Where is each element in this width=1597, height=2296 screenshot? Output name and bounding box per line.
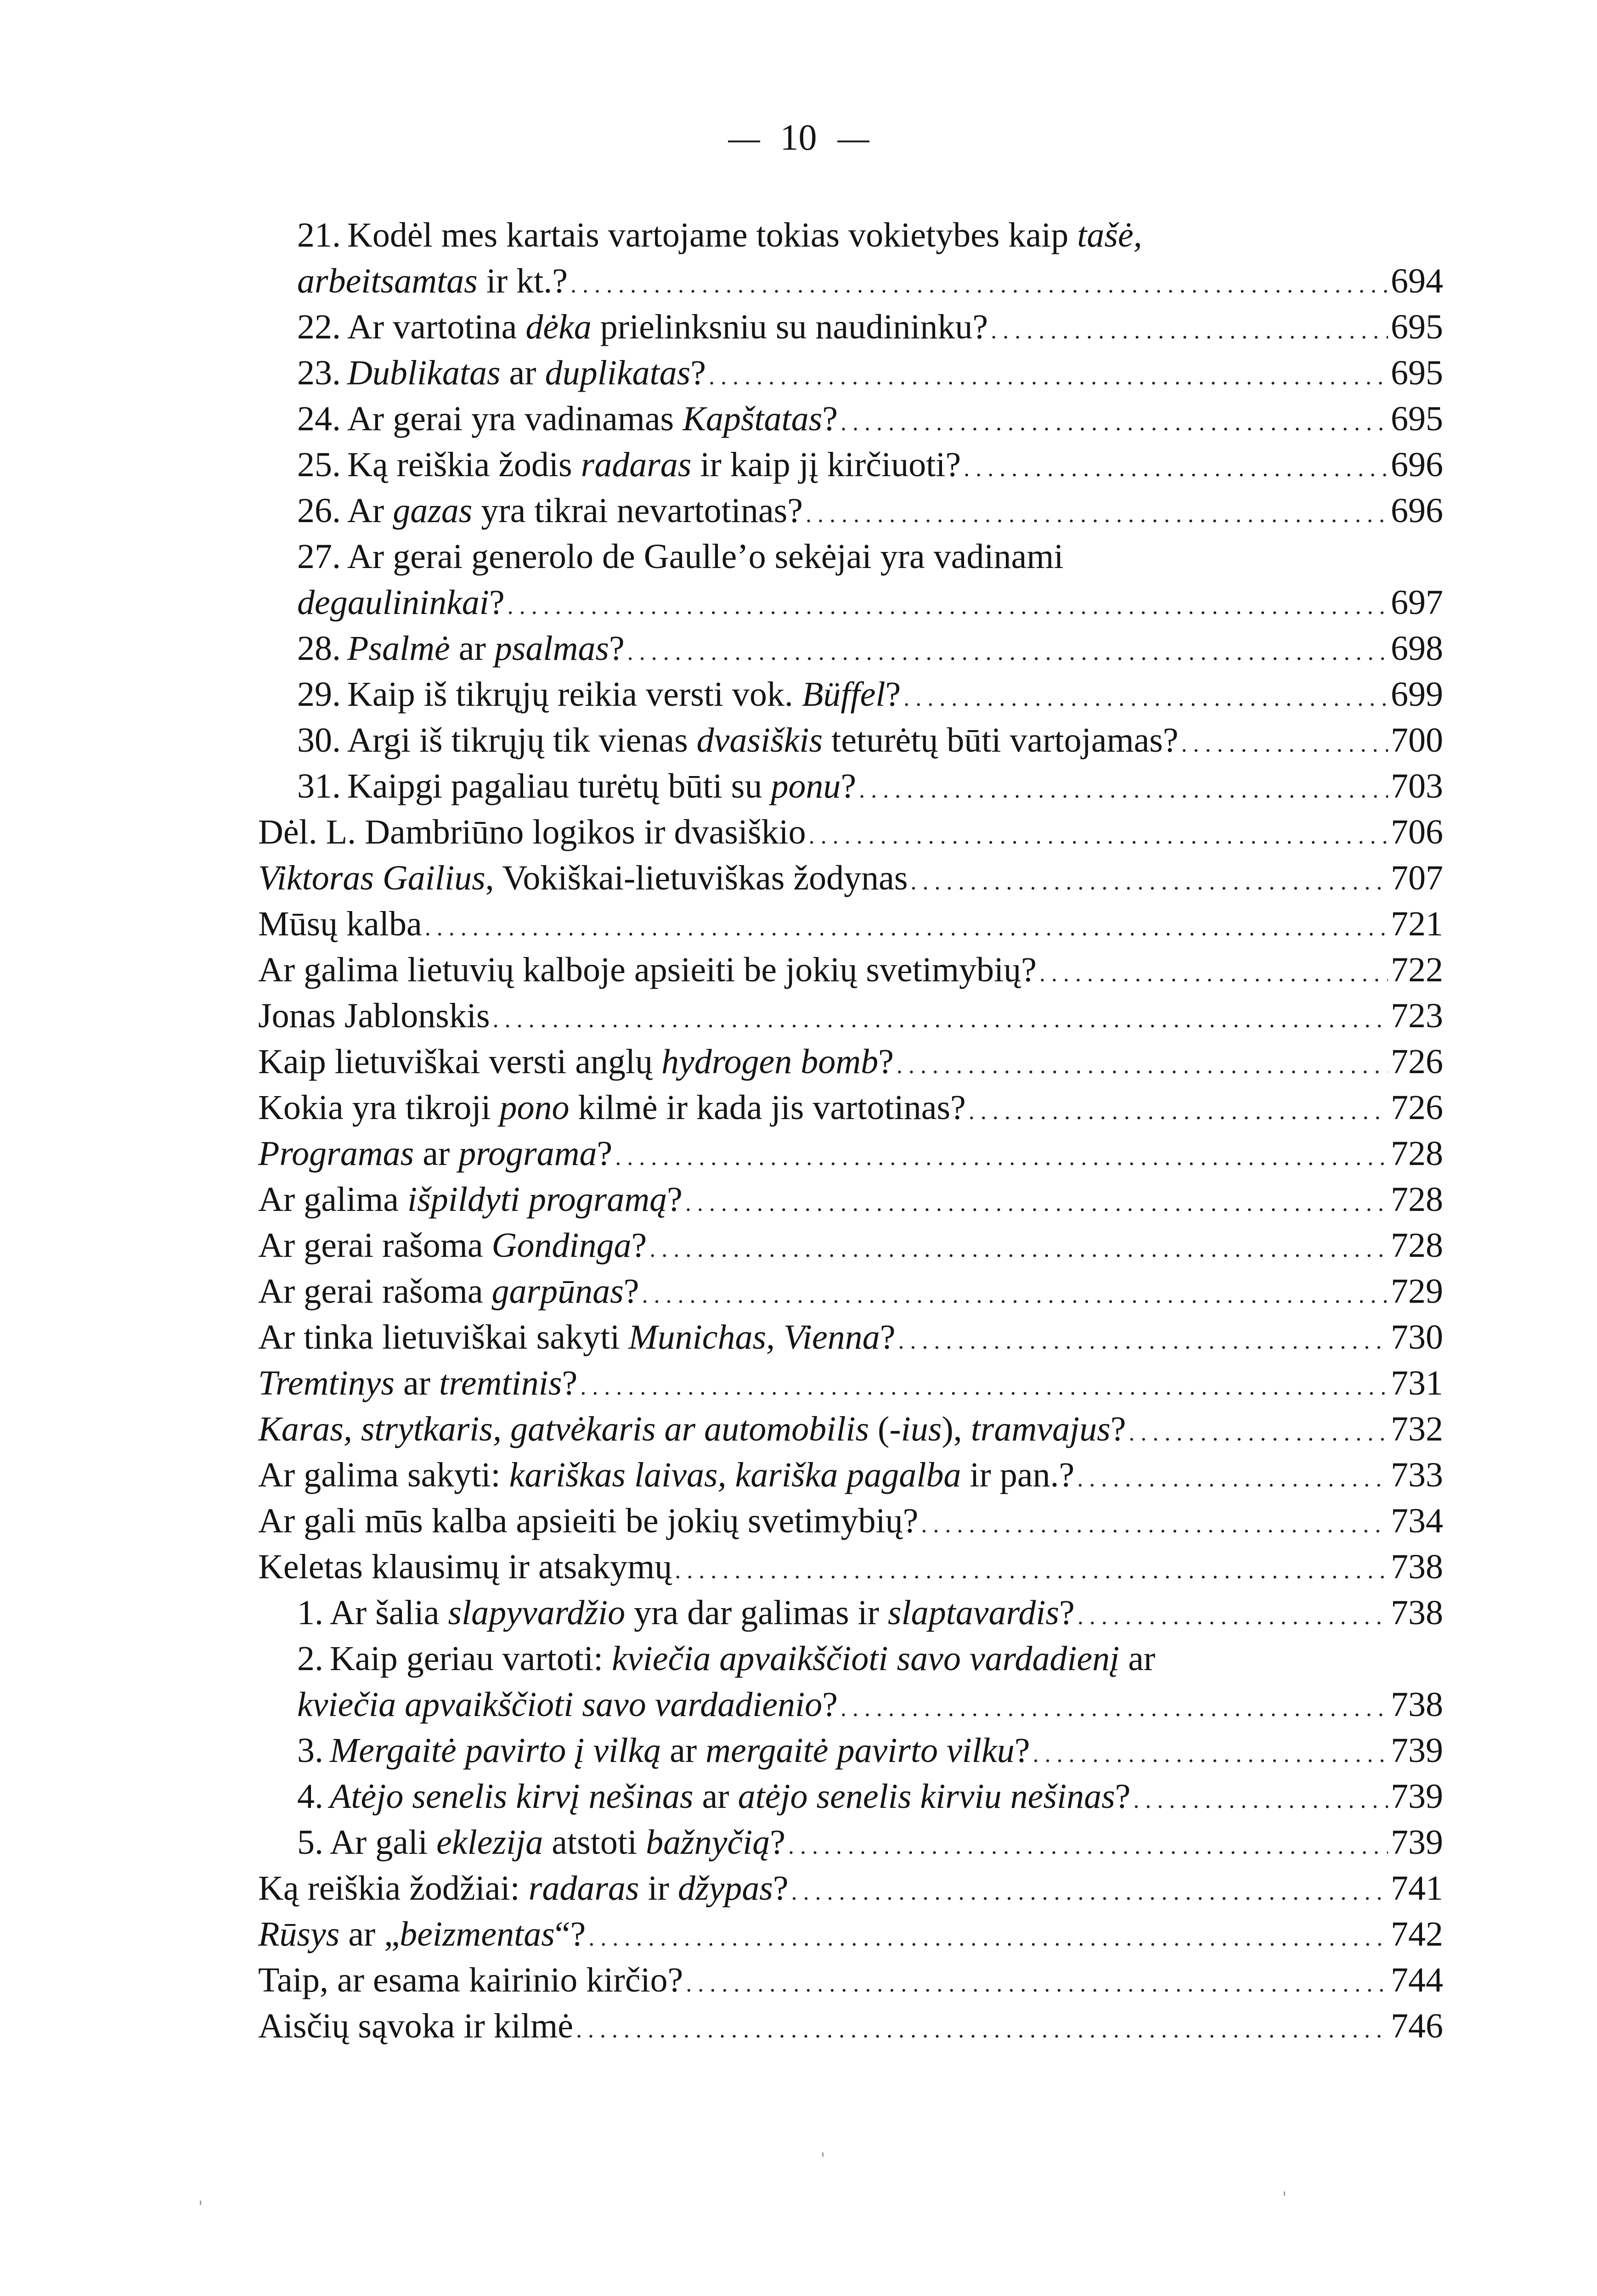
toc-entry <box>258 947 1443 993</box>
toc-entry-title <box>297 1636 1155 1682</box>
toc-entry <box>258 1590 1443 1636</box>
toc-entry-page-number: 729 <box>1391 1272 1443 1311</box>
toc-entry <box>258 1957 1443 2003</box>
toc-entry-number: 23. <box>297 354 341 392</box>
toc-entry-text: Ar šalia <box>330 1593 448 1632</box>
toc-entry-italic-term: Viktoras Gailius <box>258 859 485 897</box>
dot-leader <box>1129 1410 1388 1452</box>
toc-entry-text: yra tikrai nevartotinas? <box>472 491 803 530</box>
header-dash-left <box>728 141 760 142</box>
toc-entry-text: ? <box>667 1180 683 1219</box>
page-number: 10 <box>780 118 817 158</box>
toc-entry <box>258 304 1443 350</box>
dot-leader <box>969 1089 1388 1131</box>
dot-leader <box>910 859 1388 901</box>
dot-leader <box>1033 1732 1388 1773</box>
toc-entry-italic-term: radaras <box>581 445 692 484</box>
scan-speck <box>1284 2191 1285 2196</box>
toc-entry-text: “? <box>554 1915 586 1953</box>
toc-entry-italic-term: degaulininkai <box>297 583 489 622</box>
toc-entry-page-number: 697 <box>1391 583 1443 622</box>
toc-entry-page-number: 730 <box>1391 1318 1443 1356</box>
toc-entry <box>258 442 1443 488</box>
toc-entry <box>258 1222 1443 1268</box>
dot-leader <box>615 1135 1388 1176</box>
toc-entry <box>258 1176 1443 1222</box>
toc-entry-number: 5. <box>297 1823 323 1862</box>
toc-entry-text: Taip, ar esama kairinio kirčio? <box>258 1961 683 1999</box>
toc-entry-italic-term: garpūnas <box>491 1272 624 1311</box>
toc-entry-number: 1. <box>297 1593 323 1632</box>
dot-leader <box>964 446 1388 488</box>
toc-entry-text: ? <box>878 1042 894 1081</box>
toc-entry-title <box>297 1773 1130 1819</box>
toc-entry <box>258 212 1443 258</box>
toc-entry-page-number: 741 <box>1391 1869 1443 1908</box>
toc-entry-title <box>258 2003 573 2049</box>
toc-entry-text: Kaip iš tikrųjų reikia versti vok. <box>347 675 802 714</box>
toc-entry <box>258 1268 1443 1314</box>
toc-entry-number: 27. <box>297 537 341 576</box>
toc-entry-text: ? <box>1014 1731 1030 1770</box>
toc-entry-italic-term: išpildyti programą <box>407 1180 667 1219</box>
toc-entry-title <box>297 763 856 809</box>
toc-entry-text: ? <box>822 400 838 438</box>
toc-entry-title <box>258 1085 966 1131</box>
dot-leader <box>921 1502 1388 1544</box>
toc-entry-title <box>297 1682 838 1728</box>
toc-entry-italic-term: Mergaitė pavirto į vilką <box>330 1731 661 1770</box>
dot-leader <box>425 905 1388 947</box>
dot-leader <box>649 1227 1388 1268</box>
toc-entry-text: ir pan.? <box>961 1456 1075 1494</box>
toc-entry <box>258 625 1443 671</box>
toc-entry-page-number: 722 <box>1391 951 1443 989</box>
table-of-contents <box>258 212 1443 2049</box>
toc-entry-title <box>297 488 803 534</box>
toc-entry <box>258 1406 1443 1452</box>
toc-entry-title <box>258 1222 647 1268</box>
toc-entry-page-number: 694 <box>1391 262 1443 300</box>
toc-entry-number: 25. <box>297 445 341 484</box>
toc-entry-text: ? <box>609 629 625 668</box>
toc-entry-page-number: 739 <box>1391 1731 1443 1770</box>
dot-leader <box>991 308 1388 350</box>
toc-entry-text: Jonas Jablonskis <box>258 996 490 1035</box>
toc-entry-title <box>258 1268 639 1314</box>
toc-entry <box>258 1039 1443 1085</box>
toc-entry-number: 28. <box>297 629 341 668</box>
toc-entry-italic-term: Munichas, Vienna <box>628 1318 880 1356</box>
toc-entry-italic-term: Gondinga <box>491 1226 632 1265</box>
toc-entry-italic-term: tremtinis <box>439 1364 562 1402</box>
toc-entry-page-number: 703 <box>1391 767 1443 805</box>
toc-entry-title <box>258 1131 612 1176</box>
toc-entry-title <box>258 1544 672 1590</box>
toc-entry-text: Argi iš tikrųjų tik vienas <box>347 721 697 760</box>
toc-entry-text: Ką reiškia žodis <box>347 445 581 484</box>
toc-entry <box>258 809 1443 855</box>
toc-entry-italic-term: radaras <box>528 1869 639 1908</box>
toc-entry-text: Ar galima lietuvių kalboje apsieiti be jokių svetimybių? <box>258 951 1037 989</box>
toc-entry-text: Ar galima sakyti: <box>258 1456 509 1494</box>
toc-entry <box>258 1360 1443 1406</box>
toc-entry-text: Ar tinka lietuviškai sakyti <box>258 1318 629 1356</box>
toc-entry-text: ? <box>489 583 505 622</box>
toc-entry-number: 30. <box>297 721 341 760</box>
toc-entry-text: ? <box>690 354 706 392</box>
toc-entry-italic-term: eklezija <box>436 1823 543 1862</box>
toc-entry-italic-term: slaptavardis <box>887 1593 1059 1632</box>
toc-entry-text: Dėl. L. Dambriūno logikos ir dvasiškio <box>258 813 806 851</box>
toc-entry-title <box>258 1314 895 1360</box>
toc-entry-text: atstoti <box>543 1823 646 1862</box>
toc-entry-italic-term: Tremtinys <box>258 1364 395 1402</box>
toc-entry-title <box>297 1819 785 1865</box>
toc-entry-italic-term: Atėjo senelis kirvį nešinas <box>330 1777 694 1816</box>
toc-entry-page-number: 728 <box>1391 1180 1443 1219</box>
toc-entry-page-number: 739 <box>1391 1823 1443 1862</box>
toc-entry <box>258 671 1443 717</box>
toc-entry-text: Aisčių sąvoka ir kilmė <box>258 2007 573 2045</box>
toc-entry-title <box>258 1452 1074 1498</box>
toc-entry-title <box>297 534 1063 580</box>
toc-entry-title <box>297 350 706 396</box>
dot-leader <box>580 1364 1388 1406</box>
dot-leader <box>898 1318 1388 1360</box>
toc-entry-text: Kokia yra tikroji <box>258 1088 500 1127</box>
toc-entry <box>258 1544 1443 1590</box>
toc-entry-page-number: 738 <box>1391 1593 1443 1632</box>
toc-entry-italic-term: Büffel <box>801 675 886 714</box>
toc-entry-italic-term: kariškas laivas, kariška pagalba <box>509 1456 961 1494</box>
toc-entry-number: 26. <box>297 491 341 530</box>
toc-entry-page-number: 695 <box>1391 400 1443 438</box>
dot-leader <box>675 1548 1388 1590</box>
dot-leader <box>508 584 1388 625</box>
dot-leader <box>859 767 1388 809</box>
toc-entry-title <box>297 580 505 625</box>
dot-leader <box>1133 1778 1388 1819</box>
toc-entry-text: Ką reiškia žodžiai: <box>258 1869 529 1908</box>
toc-entry-italic-term: slapyvardžio <box>448 1593 626 1632</box>
toc-entry-number: 4. <box>297 1777 323 1816</box>
toc-entry <box>258 258 1443 304</box>
toc-entry-italic-term: ius <box>901 1410 942 1448</box>
toc-entry-italic-term: dvasiškis <box>696 721 823 760</box>
dot-leader <box>1077 1456 1388 1498</box>
toc-entry-title <box>258 1039 894 1085</box>
toc-entry-text: Kaip lietuviškai versti anglų <box>258 1042 662 1081</box>
toc-entry-title <box>258 855 908 901</box>
toc-entry-italic-term: ponu <box>771 767 841 805</box>
toc-entry-page-number: 698 <box>1391 629 1443 668</box>
toc-entry <box>258 1911 1443 1957</box>
toc-entry-title <box>297 304 988 350</box>
toc-entry-text: teturėtų būti vartojamas? <box>823 721 1179 760</box>
toc-entry-title <box>297 396 838 442</box>
toc-entry-italic-term: kviečia apvaikščioti savo vardadienio <box>297 1685 823 1724</box>
toc-entry-text: ? <box>1115 1777 1131 1816</box>
toc-entry-text: ? <box>822 1685 838 1724</box>
toc-entry-text: ar <box>450 629 495 668</box>
toc-entry-page-number: 696 <box>1391 491 1443 530</box>
toc-entry-text: Ar galima <box>258 1180 408 1219</box>
toc-entry-title <box>297 258 568 304</box>
toc-entry <box>258 1314 1443 1360</box>
toc-entry-page-number: 707 <box>1391 859 1443 897</box>
toc-entry-text: Ar <box>347 491 393 530</box>
toc-entry <box>258 1819 1443 1865</box>
toc-entry-page-number: 739 <box>1391 1777 1443 1816</box>
toc-entry-number: 31. <box>297 767 341 805</box>
toc-entry-title <box>297 442 961 488</box>
toc-entry-title <box>258 993 490 1039</box>
toc-entry-text: Mūsų kalba <box>258 905 422 943</box>
toc-entry <box>258 993 1443 1039</box>
toc-entry-number: 24. <box>297 400 341 438</box>
toc-entry-page-number: 695 <box>1391 308 1443 346</box>
toc-entry-text: Kodėl mes kartais vartojame tokias vokietybes kaip <box>347 216 1078 254</box>
dot-leader <box>897 1043 1388 1085</box>
toc-entry <box>258 1085 1443 1131</box>
dot-leader <box>627 630 1388 671</box>
scan-speck <box>200 2200 201 2205</box>
toc-entry-text: Kaip geriau vartoti: <box>330 1639 612 1678</box>
toc-entry <box>258 1636 1443 1682</box>
toc-entry-italic-term: arbeitsamtas <box>297 262 478 300</box>
toc-entry-text: ), <box>942 1410 971 1448</box>
toc-entry-text: ? <box>770 1823 785 1862</box>
toc-entry <box>258 350 1443 396</box>
toc-entry <box>258 901 1443 947</box>
toc-entry-number: 29. <box>297 675 341 714</box>
toc-entry-text: , Vokiškai-lietuviškas žodynas <box>485 859 908 897</box>
toc-entry-text: ar <box>1119 1639 1156 1678</box>
dot-leader <box>686 1961 1388 2003</box>
toc-entry-italic-term: hydrogen bomb <box>661 1042 879 1081</box>
toc-entry-page-number: 732 <box>1391 1410 1443 1448</box>
toc-entry-text: ? <box>1110 1410 1126 1448</box>
toc-entry-text: ? <box>841 767 857 805</box>
toc-entry-text: ar <box>395 1364 440 1402</box>
toc-entry-page-number: 742 <box>1391 1915 1443 1953</box>
dot-leader <box>809 813 1388 855</box>
dot-leader <box>588 1915 1388 1957</box>
toc-entry-text: ? <box>1059 1593 1075 1632</box>
header-dash-right <box>837 141 869 142</box>
toc-entry-text: (- <box>869 1410 901 1448</box>
dot-leader <box>806 492 1388 534</box>
toc-entry-page-number: 699 <box>1391 675 1443 714</box>
dot-leader <box>841 1686 1388 1728</box>
toc-entry-italic-term: mergaitė pavirto vilku <box>705 1731 1015 1770</box>
toc-entry-italic-term: Rūsys <box>258 1915 340 1953</box>
toc-entry-text: ir kaip jį kirčiuoti? <box>691 445 961 484</box>
toc-entry-number: 21. <box>297 216 341 254</box>
toc-entry-text: yra dar galimas ir <box>625 1593 888 1632</box>
toc-entry-page-number: 738 <box>1391 1548 1443 1586</box>
toc-entry-italic-term: tašė, <box>1077 216 1142 254</box>
toc-entry-text: ? <box>631 1226 647 1265</box>
toc-entry-text: Ar gerai generolo de Gaulle’o sekėjai yra vadinami <box>347 537 1064 576</box>
toc-entry-italic-term: Programas <box>258 1134 414 1173</box>
toc-entry-page-number: 726 <box>1391 1042 1443 1081</box>
toc-entry-italic-term: programa <box>458 1134 597 1173</box>
toc-entry-text: Ar gerai rašoma <box>258 1226 492 1265</box>
dot-leader <box>791 1869 1388 1911</box>
toc-entry-number: 3. <box>297 1731 323 1770</box>
toc-entry-text: ? <box>885 675 901 714</box>
toc-entry <box>258 717 1443 763</box>
toc-entry-italic-term: Karas, strytkaris, gatvėkaris ar automobilis <box>258 1410 869 1448</box>
toc-entry <box>258 1865 1443 1911</box>
toc-entry-italic-term: psalmas <box>494 629 609 668</box>
toc-entry-page-number: 700 <box>1391 721 1443 760</box>
toc-entry-text: Ar gali <box>330 1823 437 1862</box>
toc-entry-text: ar „ <box>339 1915 400 1953</box>
toc-entry-title <box>258 947 1037 993</box>
toc-entry <box>258 1728 1443 1773</box>
dot-leader <box>1181 721 1388 763</box>
toc-entry-italic-term: dėka <box>525 308 592 346</box>
toc-entry-title <box>297 717 1179 763</box>
toc-entry-title <box>258 1360 577 1406</box>
toc-entry <box>258 763 1443 809</box>
toc-entry-text: ? <box>623 1272 639 1311</box>
dot-leader <box>841 400 1388 442</box>
toc-entry-page-number: 721 <box>1391 905 1443 943</box>
toc-entry-title <box>297 671 901 717</box>
page-header <box>0 115 1597 161</box>
toc-entry-italic-term: Psalmė <box>347 629 450 668</box>
toc-entry-italic-term: džypas <box>677 1869 773 1908</box>
toc-entry-text: ir <box>639 1869 678 1908</box>
toc-entry-title <box>297 212 1142 258</box>
toc-entry <box>258 855 1443 901</box>
toc-entry-number: 2. <box>297 1639 323 1678</box>
toc-entry-title <box>258 809 806 855</box>
toc-entry <box>258 580 1443 625</box>
toc-entry-text: kilmė ir kada jis vartotinas? <box>569 1088 966 1127</box>
toc-entry-title <box>297 1590 1075 1636</box>
toc-entry-italic-term: Dublikatas <box>347 354 501 392</box>
toc-entry-text: Ar vartotina <box>347 308 526 346</box>
toc-entry-italic-term: beizmentas <box>400 1915 555 1953</box>
toc-entry <box>258 2003 1443 2049</box>
toc-entry <box>258 1498 1443 1544</box>
toc-entry-title <box>297 1728 1030 1773</box>
toc-entry-title <box>258 1957 683 2003</box>
toc-entry-page-number: 746 <box>1391 2007 1443 2045</box>
toc-entry-text: ? <box>562 1364 578 1402</box>
toc-entry-text: ar <box>414 1134 459 1173</box>
toc-entry <box>258 1773 1443 1819</box>
toc-entry-italic-term: tramvajus <box>971 1410 1111 1448</box>
toc-entry-text: ? <box>773 1869 789 1908</box>
dot-leader <box>570 262 1388 304</box>
dot-leader <box>709 354 1388 396</box>
toc-entry-title <box>258 901 422 947</box>
toc-entry-title <box>258 1911 586 1957</box>
toc-entry-page-number: 733 <box>1391 1456 1443 1494</box>
toc-entry-page-number: 731 <box>1391 1364 1443 1402</box>
scan-speck <box>822 2152 824 2157</box>
toc-entry-page-number: 723 <box>1391 996 1443 1035</box>
toc-entry <box>258 534 1443 580</box>
toc-entry-text: Kaipgi pagaliau turėtų būti su <box>347 767 771 805</box>
toc-entry-italic-term: gazas <box>393 491 473 530</box>
toc-entry-title <box>297 625 625 671</box>
toc-entry-text: ? <box>597 1134 613 1173</box>
toc-entry-text: ar <box>693 1777 738 1816</box>
toc-entry-italic-term: atėjo senelis kirviu nešinas <box>738 1777 1115 1816</box>
toc-entry-title <box>258 1406 1126 1452</box>
dot-leader <box>1039 951 1388 993</box>
toc-entry-text: Ar gerai rašoma <box>258 1272 492 1311</box>
dot-leader <box>1078 1594 1388 1636</box>
toc-entry-page-number: 734 <box>1391 1502 1443 1540</box>
toc-entry-page-number: 738 <box>1391 1685 1443 1724</box>
toc-entry-italic-term: kviečia apvaikščioti savo vardadienį <box>612 1639 1120 1678</box>
toc-entry-number: 22. <box>297 308 341 346</box>
toc-entry <box>258 1682 1443 1728</box>
toc-entry <box>258 1131 1443 1176</box>
toc-entry-text: ar <box>500 354 545 392</box>
toc-entry-page-number: 728 <box>1391 1134 1443 1173</box>
dot-leader <box>903 675 1388 717</box>
toc-entry-italic-term: pono <box>499 1088 570 1127</box>
toc-entry-text: ir kt.? <box>477 262 568 300</box>
toc-entry-page-number: 744 <box>1391 1961 1443 1999</box>
toc-entry-text: Keletas klausimų ir atsakymų <box>258 1548 672 1586</box>
dot-leader <box>788 1823 1388 1865</box>
toc-entry-text: ar <box>661 1731 706 1770</box>
toc-entry-page-number: 728 <box>1391 1226 1443 1265</box>
toc-entry-page-number: 706 <box>1391 813 1443 851</box>
toc-entry-title <box>258 1498 918 1544</box>
dot-leader <box>576 2007 1388 2049</box>
toc-entry-page-number: 726 <box>1391 1088 1443 1127</box>
dot-leader <box>642 1272 1388 1314</box>
toc-entry-page-number: 695 <box>1391 354 1443 392</box>
toc-entry-title <box>258 1176 683 1222</box>
toc-entry-text: ? <box>880 1318 896 1356</box>
toc-entry-italic-term: Kapštatas <box>683 400 823 438</box>
toc-entry-page-number: 696 <box>1391 445 1443 484</box>
toc-entry-text: prielinksniu su naudininku? <box>591 308 988 346</box>
dot-leader <box>493 997 1388 1039</box>
toc-entry-title <box>258 1865 789 1911</box>
toc-entry <box>258 488 1443 534</box>
toc-entry-italic-term: bažnyčią <box>646 1823 770 1862</box>
toc-entry-text: Ar gali mūs kalba apsieiti be jokių svetimybių? <box>258 1502 919 1540</box>
toc-entry <box>258 1452 1443 1498</box>
toc-entry <box>258 396 1443 442</box>
toc-entry-italic-term: duplikatas <box>545 354 691 392</box>
dot-leader <box>685 1181 1388 1222</box>
toc-entry-text: Ar gerai yra vadinamas <box>347 400 683 438</box>
